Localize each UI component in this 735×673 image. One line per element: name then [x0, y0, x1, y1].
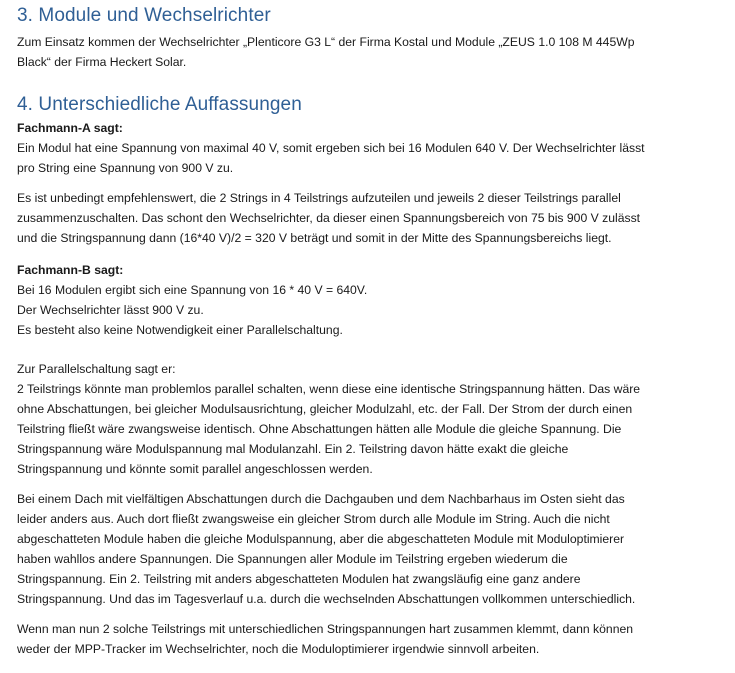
text-line: 2 Teilstrings könnte man problemlos parallel schalten, wenn diese eine identische Stringspannung hätten. Das wäre [17, 382, 641, 396]
text-line: abgeschatteten Module haben die gleiche Modulspannung, aber die abgeschatteten Module mit Moduloptimierer [17, 532, 625, 546]
text-line: Zur Parallelschaltung sagt er: [17, 362, 176, 376]
fachmann-a-paragraph-1 [17, 138, 717, 178]
text-line: Zum Einsatz kommen der Wechselrichter „Plenticore G3 L“ der Firma Kostal und Module „ZEUS 1.0 108 M 445Wp [17, 35, 635, 49]
fachmann-a-paragraph-2 [17, 188, 717, 248]
section-heading-auffassungen: 4. Unterschiedliche Auffassungen [17, 94, 302, 115]
text-line: Stringspannung. Und das im Tagesverlauf u.a. durch die wechselnden Abschattungen vollkommen unterschiedlich. [17, 592, 636, 606]
text-line: Stringspannung und könnte somit parallel angeschlossen werden. [17, 462, 373, 476]
text-line: leider anders aus. Auch dort fließt zwangsweise ein gleicher Strom durch alle Module im String. Auch die nicht [17, 512, 610, 526]
paragraph-module-einsatz [17, 32, 717, 72]
text-line: pro String eine Spannung von 900 V zu. [17, 161, 234, 175]
text-line: weder der MPP-Tracker im Wechselrichter, noch die Moduloptimierer irgendwie sinnvoll arbeiten. [17, 642, 540, 656]
text-line: Bei einem Dach mit vielfältigen Abschattungen durch die Dachgauben und dem Nachbarhaus im Osten sieht das [17, 492, 625, 506]
text-line: haben wahllos andere Spannungen. Die Spannungen aller Module im Teilstring ergeben wiederum die [17, 552, 568, 566]
text-line: Stringspannung wäre Modulspannung mal Modulanzahl. Ein 2. Teilstring davon hätte exakt die gleiche [17, 442, 569, 456]
fachmann-b-paragraph-2 [17, 359, 717, 479]
text-line: Stringspannung. Ein 2. Teilstring mit anders abgeschatteten Modulen hat zwangsläufig eine ganz andere [17, 572, 581, 586]
fachmann-b-paragraph-1 [17, 280, 717, 340]
section-heading-module-wechselrichter: 3. Module und Wechselrichter [17, 5, 271, 26]
text-line: und die Stringspannung dann (16*40 V)/2 = 320 V beträgt und somit in der Mitte des Spannungsbereichs liegt. [17, 231, 612, 245]
text-line: Es ist unbedingt empfehlenswert, die 2 Strings in 4 Teilstrings aufzuteilen und jeweils 2 dieser Teilstrings parallel [17, 191, 621, 205]
text-line: ohne Abschattungen, bei gleicher Modulsausrichtung, gleicher Modulzahl, etc. der Fall. Der Strom der durch einen [17, 402, 633, 416]
text-line: Bei 16 Modulen ergibt sich eine Spannung von 16 * 40 V = 640V. [17, 283, 368, 297]
text-line: Wenn man nun 2 solche Teilstrings mit unterschiedlichen Stringspannungen hart zusammen klemmt, dann können [17, 622, 634, 636]
fachmann-b-label: Fachmann-B sagt: [17, 263, 124, 277]
text-line: Teilstring fließt wäre zwangsweise identisch. Ohne Abschattungen hätten alle Module die gleiche Spannung. Die [17, 422, 622, 436]
fachmann-b-paragraph-4 [17, 619, 717, 659]
text-line: zusammenzuschalten. Das schont den Wechselrichter, da dieser einen Spannungsbereich von 75 bis 900 V zulässt [17, 211, 641, 225]
text-line: Der Wechselrichter lässt 900 V zu. [17, 303, 204, 317]
document-page [17, 0, 717, 659]
text-line: Black“ der Firma Heckert Solar. [17, 55, 187, 69]
fachmann-a-label: Fachmann-A sagt: [17, 121, 123, 135]
text-line: Ein Modul hat eine Spannung von maximal 40 V, somit ergeben sich bei 16 Modulen 640 V. Der Wechselrichter lässt [17, 141, 645, 155]
text-line: Es besteht also keine Notwendigkeit einer Parallelschaltung. [17, 323, 343, 337]
fachmann-b-paragraph-3 [17, 489, 717, 609]
